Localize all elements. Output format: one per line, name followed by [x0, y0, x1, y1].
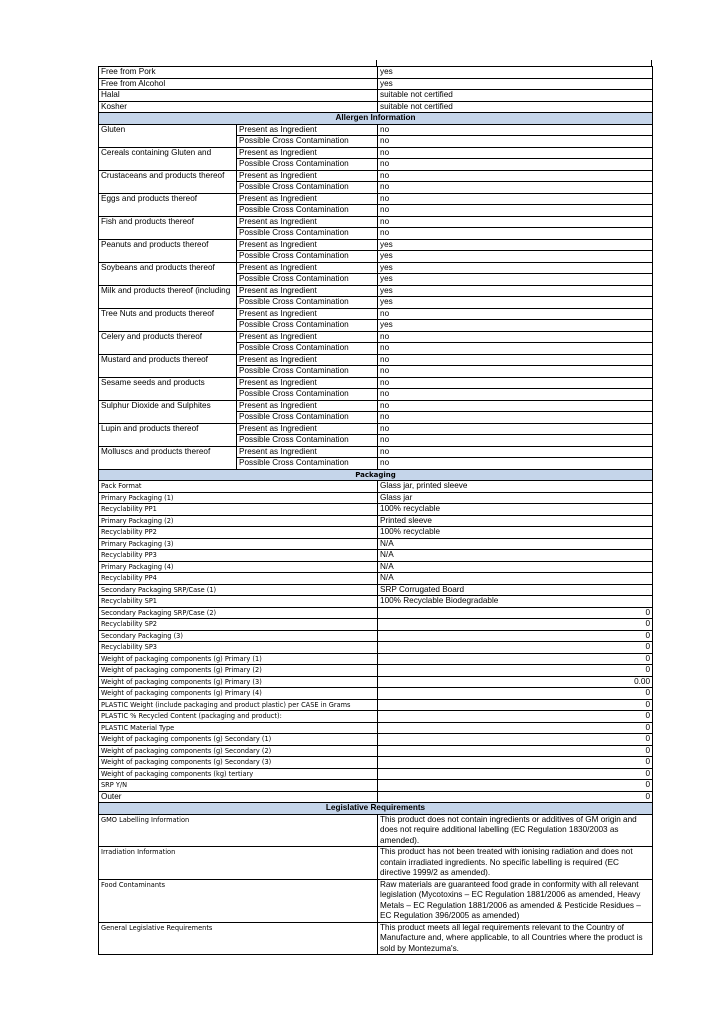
allergen-name: Celery and products thereof [99, 331, 237, 354]
dietary-label: Kosher [99, 101, 378, 113]
packaging-row [99, 642, 653, 654]
allergen-type-ingredient: Present as Ingredient [237, 124, 378, 136]
column-divider [376, 60, 377, 66]
legislative-value: This product has not been treated with ionising radiation and does not contain irradiated ingredients. No specific labelling is required (EC directive 1999/2 as amended). [378, 847, 653, 880]
legislative-label: Food Contaminants [99, 879, 378, 922]
packaging-row [99, 481, 653, 493]
allergen-cross-value: no [378, 136, 653, 148]
allergen-ingredient-value: yes [378, 285, 653, 297]
packaging-section-title: Packaging [99, 469, 653, 481]
packaging-value: 0 [378, 791, 653, 803]
packaging-value: Glass jar [378, 492, 653, 504]
allergen-name: Soybeans and products thereof [99, 262, 237, 285]
allergen-cross-value: no [378, 435, 653, 447]
packaging-value: 0 [378, 688, 653, 700]
dietary-label: Halal [99, 90, 378, 102]
dietary-value: yes [378, 67, 653, 79]
packaging-label: Weight of packaging components (g) Secondary (3) [99, 757, 378, 769]
allergen-row [99, 262, 653, 274]
packaging-row [99, 619, 653, 631]
packaging-label: Weight of packaging components (g) Primary (3) [99, 676, 378, 688]
packaging-label: Primary Packaging (2) [99, 515, 378, 527]
allergen-name: Molluscs and products thereof [99, 446, 237, 469]
packaging-label: Pack Format [99, 481, 378, 493]
packaging-label: Primary Packaging (1) [99, 492, 378, 504]
packaging-row [99, 561, 653, 573]
packaging-value: Printed sleeve [378, 515, 653, 527]
allergen-cross-value: no [378, 412, 653, 424]
dietary-label: Free from Pork [99, 67, 378, 79]
allergen-row [99, 423, 653, 435]
allergen-name: Eggs and products thereof [99, 193, 237, 216]
packaging-value: 100% Recyclable Biodegradable [378, 596, 653, 608]
allergen-type-cross: Possible Cross Contamination [237, 182, 378, 194]
packaging-row [99, 607, 653, 619]
allergen-type-ingredient: Present as Ingredient [237, 446, 378, 458]
allergen-type-ingredient: Present as Ingredient [237, 239, 378, 251]
allergen-type-cross: Possible Cross Contamination [237, 297, 378, 309]
allergen-name: Crustaceans and products thereof [99, 170, 237, 193]
allergen-name: Lupin and products thereof [99, 423, 237, 446]
allergen-ingredient-value: no [378, 400, 653, 412]
allergen-cross-value: no [378, 343, 653, 355]
packaging-label: Recyclability SP3 [99, 642, 378, 654]
packaging-row [99, 550, 653, 562]
allergen-cross-value: no [378, 159, 653, 171]
packaging-value: Glass jar, printed sleeve [378, 481, 653, 493]
packaging-value: 0.00 [378, 676, 653, 688]
allergen-name: Gluten [99, 124, 237, 147]
legislative-label: Irradiation Information [99, 847, 378, 880]
allergen-name: Peanuts and products thereof [99, 239, 237, 262]
packaging-row [99, 722, 653, 734]
allergen-type-cross: Possible Cross Contamination [237, 366, 378, 378]
allergen-type-cross: Possible Cross Contamination [237, 274, 378, 286]
packaging-label: Weight of packaging components (g) Primary (4) [99, 688, 378, 700]
dietary-row [99, 90, 653, 102]
allergen-type-cross: Possible Cross Contamination [237, 320, 378, 332]
packaging-row [99, 504, 653, 516]
allergen-cross-value: no [378, 389, 653, 401]
packaging-value: 100% recyclable [378, 504, 653, 516]
packaging-label: Weight of packaging components (g) Secondary (1) [99, 734, 378, 746]
allergen-name: Cereals containing Gluten and [99, 147, 237, 170]
allergen-section-title: Allergen Information [99, 113, 653, 125]
allergen-type-ingredient: Present as Ingredient [237, 170, 378, 182]
packaging-label: Secondary Packaging SRP/Case (2) [99, 607, 378, 619]
packaging-label: Recyclability PP3 [99, 550, 378, 562]
allergen-ingredient-value: no [378, 193, 653, 205]
allergen-type-ingredient: Present as Ingredient [237, 262, 378, 274]
packaging-label: Weight of packaging components (g) Primary (1) [99, 653, 378, 665]
packaging-row [99, 757, 653, 769]
packaging-value: 100% recyclable [378, 527, 653, 539]
allergen-row [99, 170, 653, 182]
packaging-row [99, 538, 653, 550]
allergen-ingredient-value: no [378, 124, 653, 136]
packaging-value: N/A [378, 538, 653, 550]
allergen-ingredient-value: no [378, 354, 653, 366]
dietary-value: suitable not certified [378, 101, 653, 113]
packaging-value: 0 [378, 745, 653, 757]
packaging-row [99, 688, 653, 700]
packaging-value: SRP Corrugated Board [378, 584, 653, 596]
allergen-type-cross: Possible Cross Contamination [237, 228, 378, 240]
allergen-ingredient-value: no [378, 423, 653, 435]
packaging-label: Recyclability PP4 [99, 573, 378, 585]
allergen-cross-value: no [378, 366, 653, 378]
legislative-value: This product meets all legal requirements relevant to the Country of Manufacture and, where applicable, to all Countries where the product is sold by Montezuma's. [378, 922, 653, 955]
packaging-row [99, 492, 653, 504]
allergen-type-ingredient: Present as Ingredient [237, 400, 378, 412]
packaging-label: SRP Y/N [99, 780, 378, 792]
allergen-row [99, 354, 653, 366]
packaging-row [99, 515, 653, 527]
allergen-row [99, 147, 653, 159]
packaging-value: N/A [378, 561, 653, 573]
packaging-value: 0 [378, 665, 653, 677]
allergen-name: Mustard and products thereof [99, 354, 237, 377]
allergen-row [99, 308, 653, 320]
allergen-cross-value: yes [378, 251, 653, 263]
packaging-row [99, 653, 653, 665]
packaging-row [99, 665, 653, 677]
packaging-label: Weight of packaging components (kg) tertiary [99, 768, 378, 780]
dietary-row [99, 67, 653, 79]
allergen-type-ingredient: Present as Ingredient [237, 285, 378, 297]
dietary-row [99, 78, 653, 90]
allergen-row [99, 400, 653, 412]
packaging-value: 0 [378, 722, 653, 734]
packaging-row [99, 573, 653, 585]
legislative-row [99, 814, 653, 847]
packaging-label: Primary Packaging (3) [99, 538, 378, 550]
packaging-label: Weight of packaging components (g) Secondary (2) [99, 745, 378, 757]
allergen-cross-value: yes [378, 297, 653, 309]
packaging-label: PLASTIC Material Type [99, 722, 378, 734]
allergen-header-row [99, 113, 653, 125]
spec-table-body [99, 67, 653, 955]
allergen-name: Sesame seeds and products [99, 377, 237, 400]
allergen-ingredient-value: yes [378, 262, 653, 274]
packaging-row [99, 768, 653, 780]
allergen-type-ingredient: Present as Ingredient [237, 308, 378, 320]
allergen-type-ingredient: Present as Ingredient [237, 216, 378, 228]
allergen-row [99, 193, 653, 205]
legislative-label: General Legislative Requirements [99, 922, 378, 955]
dietary-row [99, 101, 653, 113]
packaging-row [99, 596, 653, 608]
packaging-label: Secondary Packaging SRP/Case (1) [99, 584, 378, 596]
allergen-cross-value: yes [378, 274, 653, 286]
packaging-row [99, 745, 653, 757]
packaging-row [99, 630, 653, 642]
allergen-name: Milk and products thereof (including [99, 285, 237, 308]
allergen-type-ingredient: Present as Ingredient [237, 354, 378, 366]
allergen-cross-value: no [378, 182, 653, 194]
packaging-value: 0 [378, 607, 653, 619]
packaging-row [99, 711, 653, 723]
packaging-value: 0 [378, 619, 653, 631]
allergen-ingredient-value: no [378, 147, 653, 159]
legislative-value: Raw materials are guaranteed food grade in conformity with all relevant legislation (Mycotoxins – EC Regulation 1881/2006 as amended, Heavy Metals – EC Regulation 1881/2006 as amended & Pesticide Residues – EC Regulation 396/2005 as amended) [378, 879, 653, 922]
allergen-ingredient-value: no [378, 216, 653, 228]
packaging-label: Outer [99, 791, 378, 803]
allergen-name: Fish and products thereof [99, 216, 237, 239]
packaging-row [99, 780, 653, 792]
allergen-cross-value: yes [378, 320, 653, 332]
allergen-name: Sulphur Dioxide and Sulphites [99, 400, 237, 423]
packaging-value: 0 [378, 642, 653, 654]
packaging-value: 0 [378, 734, 653, 746]
packaging-row [99, 527, 653, 539]
packaging-value: N/A [378, 573, 653, 585]
packaging-row [99, 676, 653, 688]
allergen-row [99, 239, 653, 251]
allergen-ingredient-value: no [378, 331, 653, 343]
allergen-ingredient-value: no [378, 446, 653, 458]
allergen-type-cross: Possible Cross Contamination [237, 435, 378, 447]
allergen-name: Tree Nuts and products thereof [99, 308, 237, 331]
packaging-value: 0 [378, 630, 653, 642]
legislative-label: GMO Labelling Information [99, 814, 378, 847]
packaging-row [99, 699, 653, 711]
packaging-label: Recyclability SP2 [99, 619, 378, 631]
packaging-label: Recyclability SP1 [99, 596, 378, 608]
packaging-label: Recyclability PP2 [99, 527, 378, 539]
allergen-ingredient-value: no [378, 377, 653, 389]
packaging-label: PLASTIC % Recycled Content (packaging and product): [99, 711, 378, 723]
legislative-row [99, 847, 653, 880]
packaging-value: 0 [378, 757, 653, 769]
packaging-label: PLASTIC Weight (include packaging and product plastic) per CASE in Grams [99, 699, 378, 711]
allergen-type-ingredient: Present as Ingredient [237, 377, 378, 389]
packaging-value: 0 [378, 711, 653, 723]
allergen-row [99, 124, 653, 136]
spec-table [98, 66, 653, 955]
allergen-type-cross: Possible Cross Contamination [237, 136, 378, 148]
allergen-type-cross: Possible Cross Contamination [237, 412, 378, 424]
packaging-label: Secondary Packaging (3) [99, 630, 378, 642]
packaging-value: 0 [378, 780, 653, 792]
packaging-value: 0 [378, 768, 653, 780]
packaging-row [99, 734, 653, 746]
packaging-label: Weight of packaging components (g) Primary (2) [99, 665, 378, 677]
allergen-row [99, 446, 653, 458]
allergen-cross-value: no [378, 205, 653, 217]
allergen-ingredient-value: no [378, 308, 653, 320]
dietary-label: Free from Alcohol [99, 78, 378, 90]
allergen-row [99, 285, 653, 297]
spec-sheet [98, 66, 652, 955]
dietary-value: suitable not certified [378, 90, 653, 102]
packaging-value: N/A [378, 550, 653, 562]
allergen-type-cross: Possible Cross Contamination [237, 159, 378, 171]
legislative-row [99, 879, 653, 922]
allergen-type-cross: Possible Cross Contamination [237, 458, 378, 470]
allergen-type-cross: Possible Cross Contamination [237, 389, 378, 401]
allergen-type-ingredient: Present as Ingredient [237, 147, 378, 159]
allergen-cross-value: no [378, 228, 653, 240]
allergen-row [99, 331, 653, 343]
packaging-row [99, 791, 653, 803]
legislative-section-title: Legislative Requirements [99, 803, 653, 815]
allergen-row [99, 216, 653, 228]
packaging-value: 0 [378, 699, 653, 711]
packaging-value: 0 [378, 653, 653, 665]
packaging-label: Recyclability PP1 [99, 504, 378, 516]
allergen-ingredient-value: no [378, 170, 653, 182]
packaging-header-row [99, 469, 653, 481]
allergen-cross-value: no [378, 458, 653, 470]
allergen-type-ingredient: Present as Ingredient [237, 423, 378, 435]
packaging-row [99, 584, 653, 596]
allergen-row [99, 377, 653, 389]
legislative-header-row [99, 803, 653, 815]
allergen-type-cross: Possible Cross Contamination [237, 343, 378, 355]
allergen-type-cross: Possible Cross Contamination [237, 251, 378, 263]
packaging-label: Primary Packaging (4) [99, 561, 378, 573]
allergen-type-cross: Possible Cross Contamination [237, 205, 378, 217]
dietary-value: yes [378, 78, 653, 90]
allergen-type-ingredient: Present as Ingredient [237, 193, 378, 205]
allergen-type-ingredient: Present as Ingredient [237, 331, 378, 343]
legislative-row [99, 922, 653, 955]
column-divider [651, 60, 652, 66]
allergen-ingredient-value: yes [378, 239, 653, 251]
legislative-value: This product does not contain ingredients or additives of GM origin and does not require additional labelling (EC Regulation 1830/2003 as amended). [378, 814, 653, 847]
